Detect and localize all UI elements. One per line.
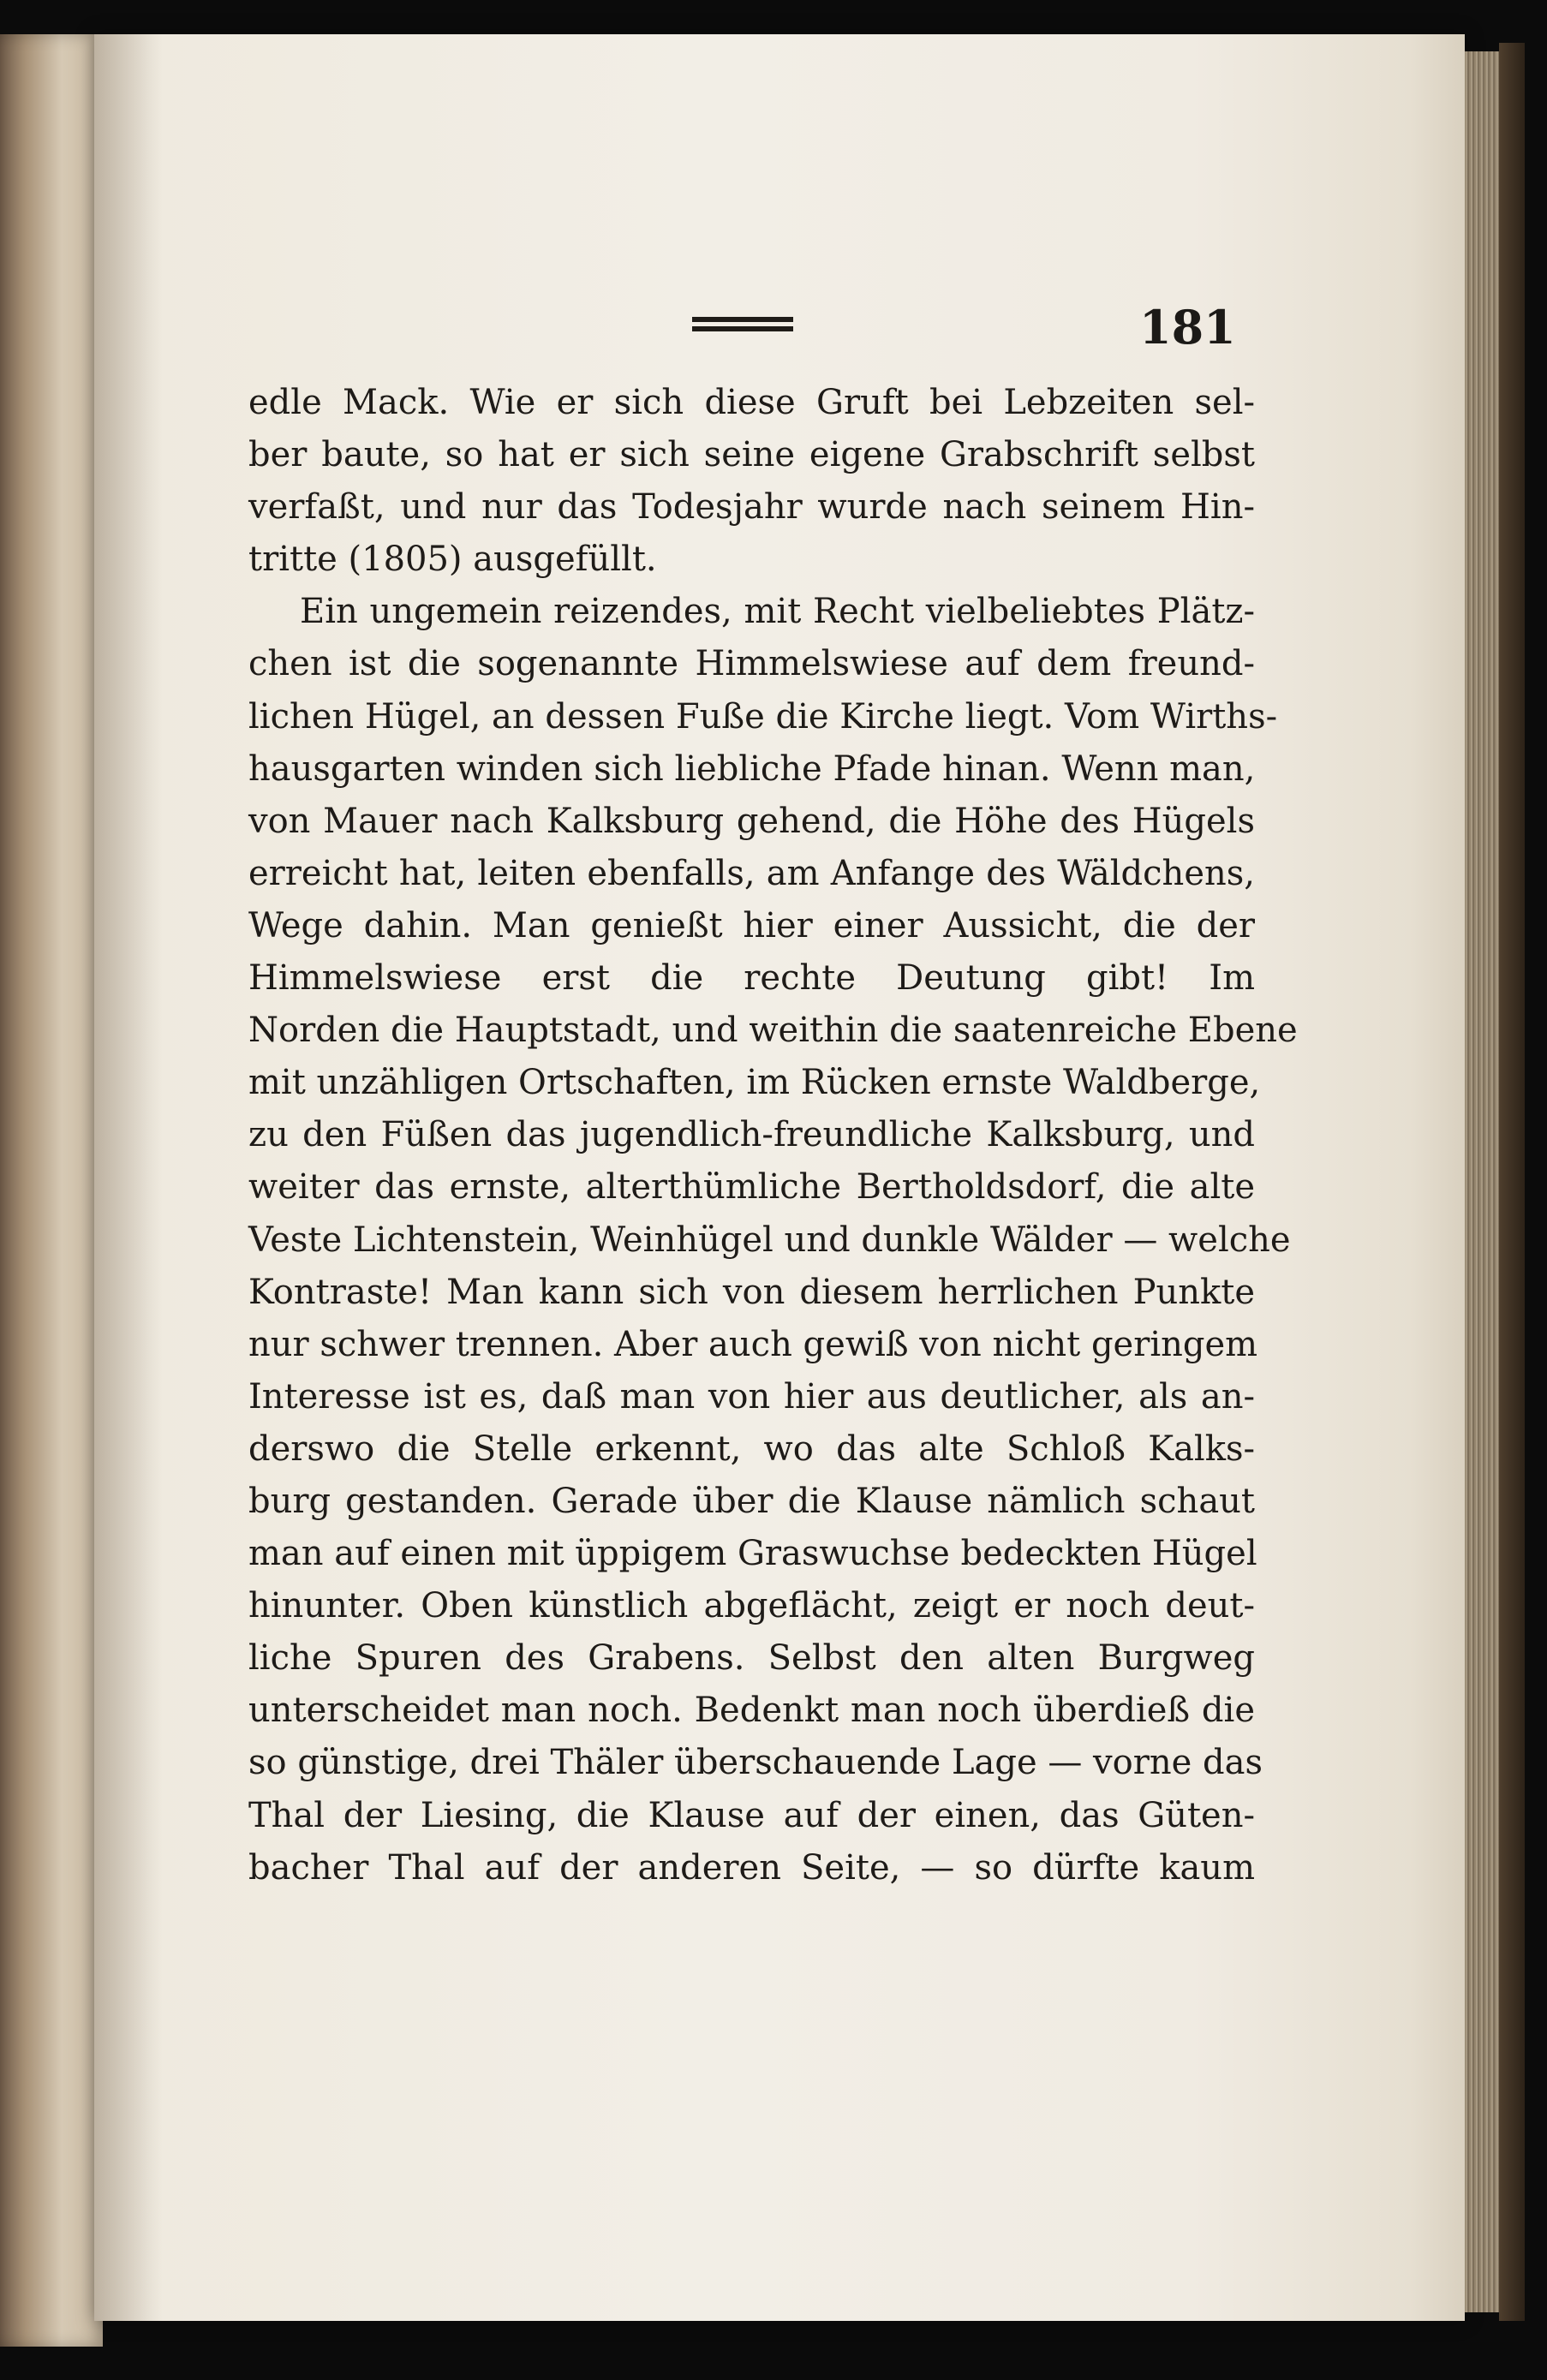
- left-page-edge: [0, 34, 103, 2347]
- text-line: man auf einen mit üppigem Graswuchse bedeckten Hügel: [248, 1534, 1257, 1574]
- body-text: [248, 377, 1298, 1894]
- text-line: mit unzähligen Ortschaften, im Rücken ernste Waldberge,: [248, 1063, 1261, 1103]
- text-line: nur schwer trennen. Aber auch gewiß von nicht geringem: [248, 1324, 1258, 1364]
- page-edges: [1465, 51, 1499, 2312]
- text-line: von Mauer nach Kalksburg gehend, die Höhe des Hügels: [248, 801, 1255, 841]
- text-line: Thal der Liesing, die Klause auf der einen, das Güten-: [248, 1795, 1255, 1835]
- text-line: Ein ungemein reizendes, mit Recht vielbeliebtes Plätz-: [300, 592, 1255, 632]
- text-line: edle Mack. Wie er sich diese Gruft bei Lebzeiten sel-: [248, 383, 1255, 422]
- text-line: erreicht hat, leiten ebenfalls, am Anfange des Wäldchens,: [248, 853, 1255, 893]
- text-line: Wege dahin. Man genießt hier einer Aussicht, die der: [248, 905, 1255, 945]
- text-line: hausgarten winden sich liebliche Pfade hinan. Wenn man,: [248, 749, 1256, 789]
- text-line: Veste Lichtenstein, Weinhügel und dunkle Wälder — welche: [248, 1220, 1291, 1260]
- text-line: so günstige, drei Thäler überschauende Lage — vorne das: [248, 1743, 1263, 1783]
- text-line: ber baute, so hat er sich seine eigene Grabschrift selbst: [248, 435, 1255, 475]
- page-number: 181: [1139, 300, 1236, 355]
- text-line: Himmelswiese erst die rechte Deutung gibt! Im: [248, 958, 1255, 999]
- text-line: derswo die Stelle erkennt, wo das alte Schloß Kalks-: [248, 1429, 1255, 1469]
- text-line: unterscheidet man noch. Bedenkt man noch überdieß die: [248, 1691, 1255, 1731]
- text-line: Norden die Hauptstadt, und weithin die saatenreiche Ebene: [248, 1011, 1298, 1051]
- text-line: Interesse ist es, daß man von hier aus deutlicher, als an-: [248, 1376, 1255, 1417]
- header-rule: [692, 317, 793, 334]
- text-line: lichen Hügel, an dessen Fuße die Kirche liegt. Vom Wirths-: [248, 696, 1278, 737]
- text-line: zu den Füßen das jugendlich-freundliche Kalksburg, und: [248, 1115, 1255, 1155]
- text-line: weiter das ernste, alterthümliche Bertholdsdorf, die alte: [248, 1167, 1255, 1208]
- page-gutter-shadow: [94, 34, 163, 2321]
- book-cover-edge: [1499, 43, 1525, 2321]
- text-line: chen ist die sogenannte Himmelswiese auf dem freund-: [248, 644, 1255, 684]
- text-line: tritte (1805) ausgefüllt.: [248, 540, 657, 580]
- text-line: Kontraste! Man kann sich von diesem herrlichen Punkte: [248, 1272, 1255, 1312]
- text-line: bacher Thal auf der anderen Seite, — so dürfte kaum: [248, 1847, 1255, 1888]
- text-line: verfaßt, und nur das Todesjahr wurde nach seinem Hin-: [248, 487, 1255, 528]
- text-line: burg gestanden. Gerade über die Klause nämlich schaut: [248, 1481, 1255, 1521]
- text-line: liche Spuren des Grabens. Selbst den alten Burgweg: [248, 1638, 1255, 1679]
- text-line: hinunter. Oben künstlich abgeflächt, zeigt er noch deut-: [248, 1586, 1255, 1626]
